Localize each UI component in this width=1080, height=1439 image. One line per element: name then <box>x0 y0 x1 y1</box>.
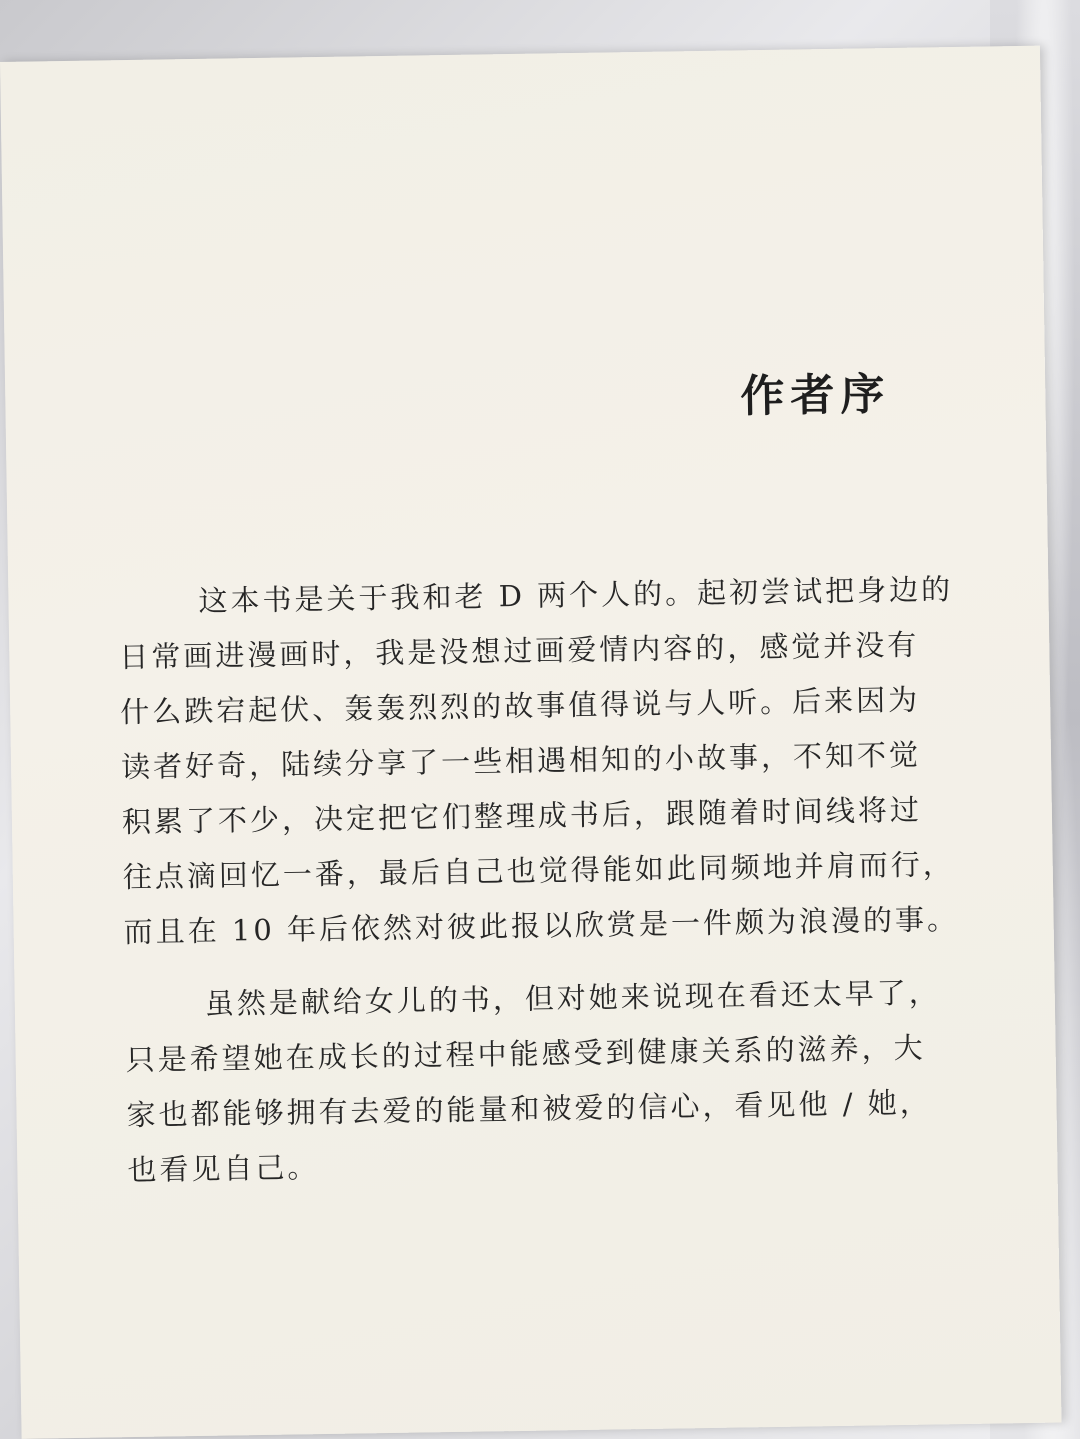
text-line: 这本书是关于我和老 D 两个人的。起初尝试把身边的 <box>198 572 954 618</box>
text-line: 家也都能够拥有去爱的能量和被爱的信心，看见他 / 她， <box>126 1085 932 1133</box>
text-line: 积累了不少，决定把它们整理成书后，跟随着时间线将过 <box>121 792 923 840</box>
text-line: 日常画进漫画时，我是没想过画爱情内容的，感觉并没有 <box>119 627 920 675</box>
text-line: 往点滴回忆一番，最后自己也觉得能如此同频地并肩而行， <box>122 847 955 895</box>
book-page <box>0 46 1062 1439</box>
page-title: 作者序 <box>739 369 891 423</box>
paragraph-1 <box>118 562 960 960</box>
text-line: 读者好奇，陆续分享了一些相遇相知的小故事，不知不觉 <box>120 737 922 785</box>
body-text <box>118 562 960 1198</box>
paragraph-2 <box>124 965 947 1198</box>
text-line: 也看见自己。 <box>127 1150 320 1188</box>
text-line: 虽然是献给女儿的书，但对她来说现在看还太早了， <box>204 975 942 1021</box>
text-line: 而且在 10 年后依然对彼此报以欣赏是一件颇为浪漫的事。 <box>123 902 960 950</box>
text-line: 只是希望她在成长的过程中能感受到健康关系的滋养，大 <box>125 1030 926 1078</box>
text-line: 什么跌宕起伏、轰轰烈烈的故事值得说与人听。后来因为 <box>119 682 921 730</box>
